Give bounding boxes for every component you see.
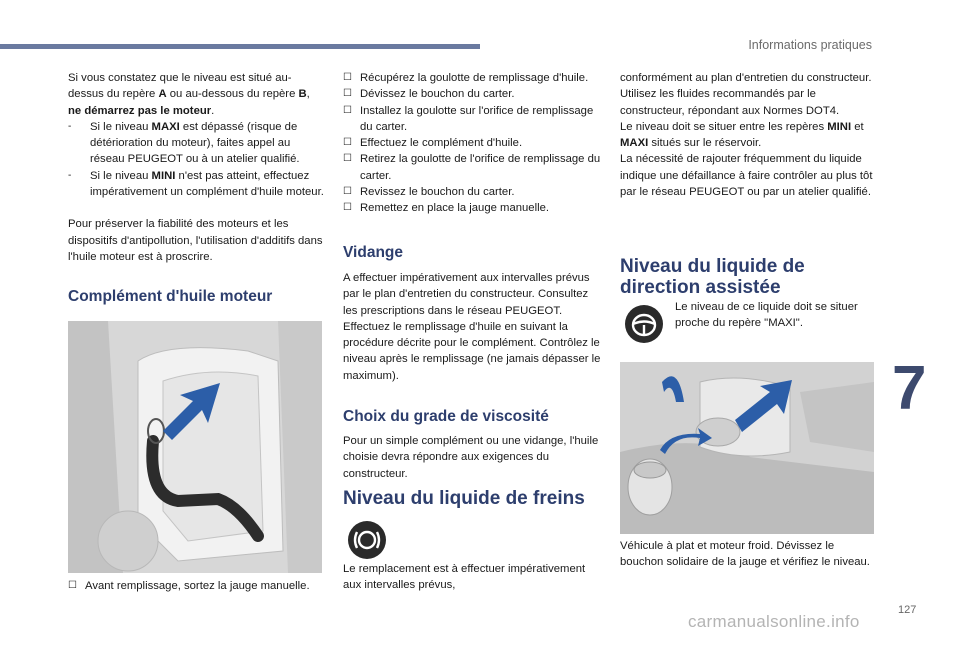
checkbox-bullet-icon: ☐ <box>343 186 352 198</box>
column-1 <box>68 70 326 265</box>
chapter-number: 7 <box>892 354 927 423</box>
viscosite-heading: Choix du grade de viscosité <box>343 408 549 425</box>
intro-paragraph: Si vous constatez que le niveau est situé au-dessus du repère A ou au-dessous du repère B, ne démarrez pas le moteur. <box>68 72 310 117</box>
watermark: carmanualsonline.info <box>688 612 860 631</box>
direction-heading: Niveau du liquide de direction assistée <box>620 256 805 298</box>
freins-text: Le remplacement est à effectuer impérativement aux intervalles prévus, <box>343 563 586 592</box>
list-item: - Si le niveau MAXI est dépassé (risque de détérioration du moteur), faites appel au réseau PEUGEOT ou à un atelier qualifié. <box>68 120 300 166</box>
checkbox-bullet-icon: ☐ <box>343 72 352 83</box>
list-item: ☐ Avant remplissage, sortez la jauge manuelle. <box>68 578 326 594</box>
checkbox-bullet-icon: ☐ <box>343 104 352 116</box>
list-item: ☐ Remettez en place la jauge manuelle. <box>343 200 601 216</box>
brake-warning-icon <box>348 521 386 559</box>
checkbox-bullet-icon: ☐ <box>343 202 352 214</box>
list-item: ☐ Installez la goulotte sur l'orifice de remplissage du carter. <box>343 103 601 136</box>
oil-topup-heading: Complément d'huile moteur <box>68 288 273 305</box>
freins-heading: Niveau du liquide de freins <box>343 488 585 509</box>
steering-fluid-photo <box>620 362 874 534</box>
additives-paragraph: Pour préserver la fiabilité des moteurs et les dispositifs d'antipollution, l'utilisation d'additifs dans l'huile moteur est à proscrire. <box>68 218 323 263</box>
list-item: ☐ Dévissez le bouchon du carter. <box>343 86 601 102</box>
oil-photo-caption <box>68 578 326 594</box>
page-number: 127 <box>898 604 917 616</box>
engine-oil-photo <box>68 321 322 573</box>
steering-wheel-icon <box>625 305 663 343</box>
vidange-text: A effectuer impérativement aux intervalles prévus par le plan d'entretien du constructeur. Consultez les prescriptions dans le réseau PEUGEOT. Effectuez le remplissage d'huile en suivant la procédure décrite pour le complément. Contrôlez le niveau après le remplissage (ne jamais dépasser le maximum). <box>343 272 601 382</box>
list-item: ☐ Retirez la goulotte de l'orifice de remplissage du carter. <box>343 151 601 184</box>
list-item: ☐ Revissez le bouchon du carter. <box>343 184 601 200</box>
checkbox-bullet-icon: ☐ <box>343 153 352 165</box>
checkbox-bullet-icon: ☐ <box>343 88 352 100</box>
direction-note: Le niveau de ce liquide doit se situer proche du repère "MAXI". <box>675 301 858 330</box>
column-2 <box>343 70 601 217</box>
checkbox-bullet-icon: ☐ <box>343 137 352 149</box>
list-item: ☐ Effectuez le complément d'huile. <box>343 135 601 151</box>
list-item: - Si le niveau MINI n'est pas atteint, effectuez impérativement un complément d'huile moteur. <box>68 169 324 199</box>
column-3: conformément au plan d'entretien du constructeur. Utilisez les fluides recommandés par le constructeur, répondant aux Normes DOT4. Le niveau doit se situer entre les repères MINI et MAXI situés sur le réservoir. La nécessité de rajouter fréquemment du liquide indique une défaillance à faire contrôler au plus tôt par le réseau PEUGEOT ou par un atelier qualifié. <box>620 72 873 199</box>
steering-photo-caption: Véhicule à plat et moteur froid. Dévissez le bouchon solidaire de la jauge et vérifiez le niveau. <box>620 540 870 569</box>
list-item: ☐ Récupérez la goulotte de remplissage d'huile. <box>343 70 601 86</box>
header-bar <box>0 44 480 49</box>
section-title: Informations pratiques <box>748 38 872 52</box>
checkbox-bullet-icon: ☐ <box>68 580 77 591</box>
viscosite-text: Pour un simple complément ou une vidange, l'huile choisie devra répondre aux exigences du constructeur. <box>343 435 599 480</box>
vidange-heading: Vidange <box>343 244 404 261</box>
